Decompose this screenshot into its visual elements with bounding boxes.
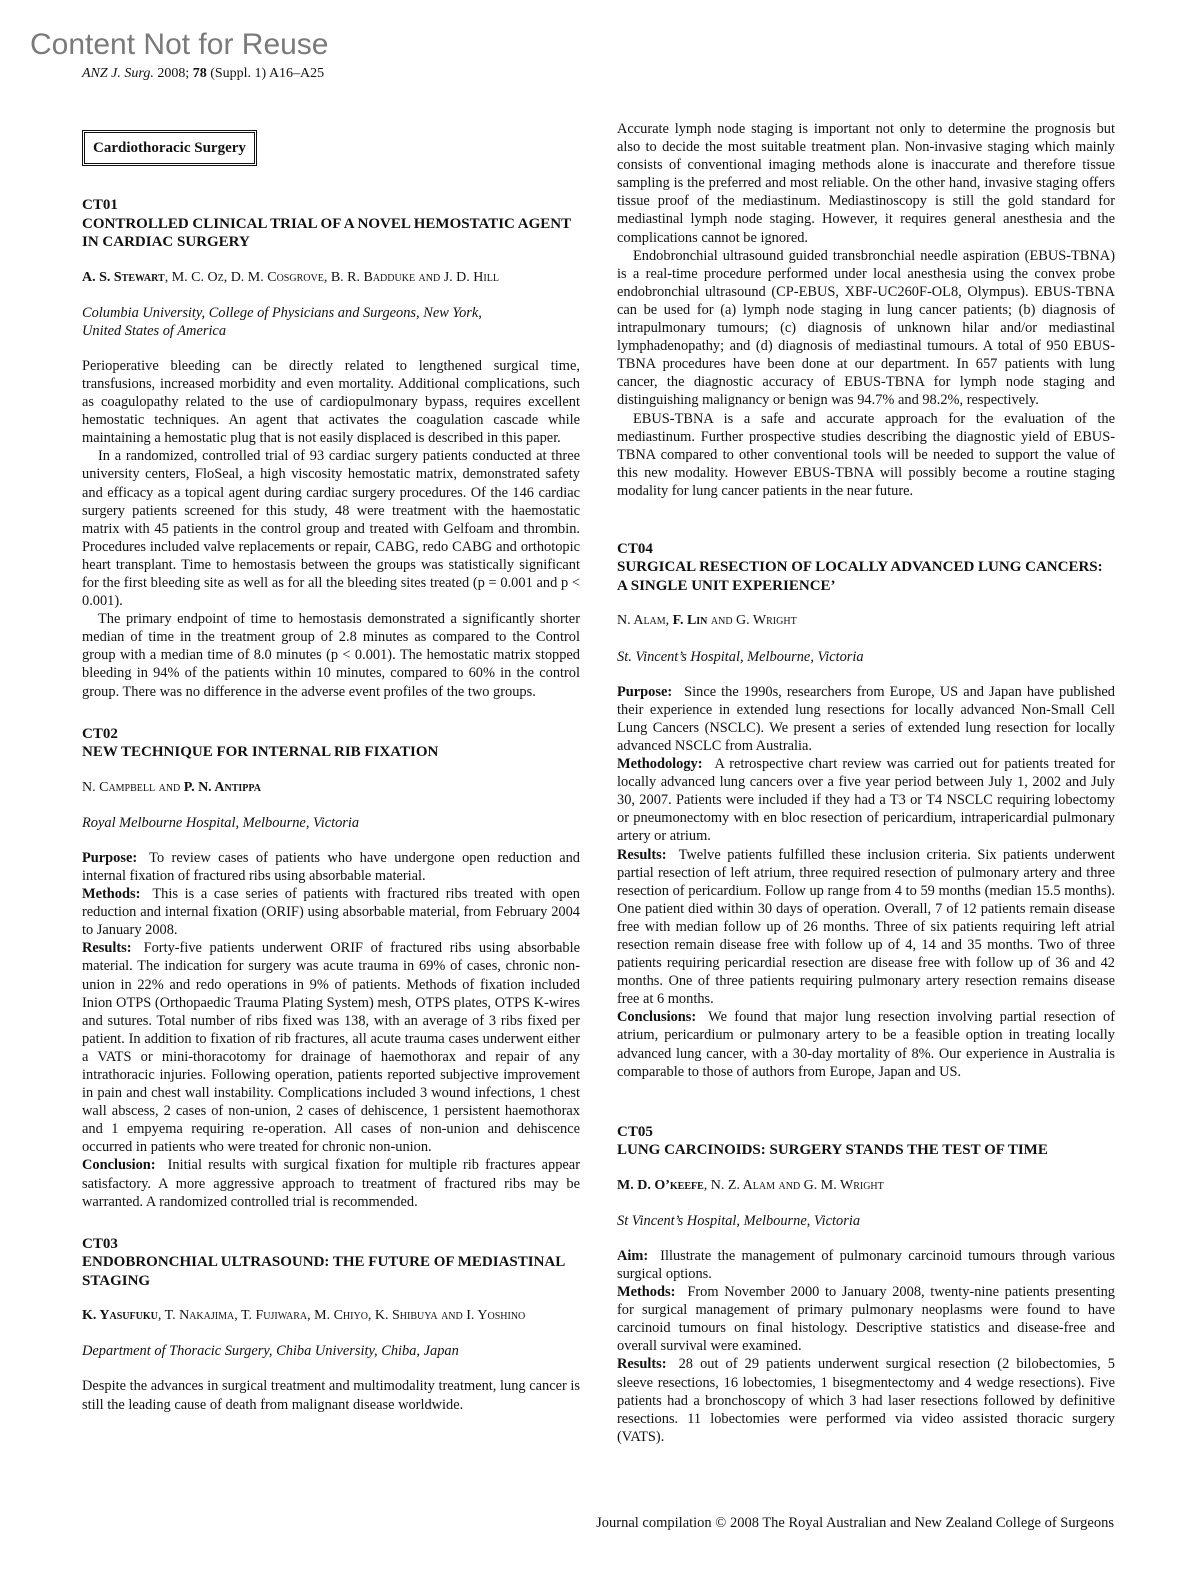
section-text: From November 2000 to January 2008, twenty-nine patients presenting for surgical management of primary pulmonary neoplasms were found to have carcinoid tumours on final histology. Descriptive statistics and disease-free and overall survival were examined. [617,1284,1115,1355]
right-column [617,120,1115,1446]
section-label: Aim: [617,1247,649,1264]
results-section [617,1355,1115,1445]
affiliation: Department of Thoracic Surgery, Chiba University, Chiba, Japan [82,1343,459,1360]
paragraph: The primary endpoint of time to hemostasis demonstrated a significantly shorter median of time in the treatment group of 2.8 minutes as compared to the Control group with a median time of 8.0 minutes (p < 0.001). The hemostatic matrix stopped bleeding in 94% of the patients within 10 minutes, compared to 60% in the control group. There was no difference in the adverse event profiles of the two groups. [82,611,580,700]
section-text: This is a case series of patients with fractured ribs treated with open reduction and internal fixation (ORIF) using absorbable material, from February 2004 to January 2008. [82,886,580,939]
abstract-ct02 [82,725,580,1211]
affiliation-line: United States of America [82,322,227,339]
abstract-ct05 [617,1123,1115,1446]
abstract-id: CT05 [617,1123,653,1140]
purpose-section [617,683,1115,755]
affiliation-line: Columbia University, College of Physicians and Surgeons, New York, [82,304,482,321]
coauthors: , N. Z. Alam and G. M. Wright [703,1177,884,1193]
section-label: Conclusion: [82,1157,156,1174]
section-text: Since the 1990s, researchers from Europe, US and Japan have published their experience in extended lung resections for locally advanced Non-Small Cell Lung Cancers (NSCLC). We present a series of extended lung resection for locally advanced NSCLC from Australia. [617,683,1115,754]
abstract-title: ENDOBRONCHIAL ULTRASOUND: THE FUTURE OF MEDIASTINAL STAGING [82,1254,565,1289]
author-list [617,612,1115,630]
abstract-id: CT03 [82,1235,118,1252]
presenting-author: K. Yasufuku [82,1308,158,1324]
abstract-body [82,357,580,701]
coauthors: , T. Nakajima, T. Fujiwara, M. Chiyo, K. Shibuya and I. Yoshino [157,1308,526,1324]
section-text: We found that major lung resection involving partial resection of atrium, pericardium or pulmonary artery to be a feasible option in treating locally advanced lung cancer, with a 30-day mortality of 8%. Our experience in Australia is comparable to those of authors from Europe, Japan and US. [617,1009,1115,1080]
citation-journal: ANZ J. Surg. [82,66,154,81]
abstract-id: CT01 [82,197,118,214]
abstract-title: NEW TECHNIQUE FOR INTERNAL RIB FIXATION [82,744,439,761]
watermark: Content Not for Reuse [30,28,329,61]
paragraph: Perioperative bleeding can be directly related to lengthened surgical time, transfusions, increased morbidity and even mortality. Additional complications, such as coagulopathy related to the use of cardiopulmonary bypass, requires excellent hemostatic techniques. An agent that activates the coagulation cascade while maintaining a hemostatic plug that is not easily displaced is described in this paper. [82,357,580,447]
paragraph: EBUS-TBNA is a safe and accurate approach for the evaluation of the mediastinum. Further prospective studies describing the diagnostic yield of EBUS-TBNA compared to other conventional tools will be needed to support the value of this new modality. However EBUS-TBNA will possibly become a routine staging modality for lung cancer patients in the near future. [617,410,1115,499]
citation-volume: 78 [192,66,207,81]
coauthors: , M. C. Oz, D. M. Cosgrove, B. R. Badduke and J. D. Hill [164,269,499,285]
section-text: Initial results with surgical fixation for multiple rib fractures appear satisfactory. A more aggressive approach to treatment of fractured ribs may be warranted. A randomized controlled trial is recommended. [82,1157,580,1210]
section-label: Results: [82,940,132,957]
conclusions-section [617,1008,1115,1080]
abstract-ct01 [82,196,580,701]
presenting-author: A. S. Stewart [82,269,165,285]
page-footer: Journal compilation © 2008 The Royal Australian and New Zealand College of Surgeons [596,1515,1114,1531]
affiliation: St. Vincent’s Hospital, Melbourne, Victoria [617,648,864,665]
abstract-body [617,1247,1115,1446]
presenting-author: M. D. O’keefe [617,1177,704,1193]
author-list [82,269,580,287]
purpose-section [82,849,580,885]
methods-section [82,885,580,939]
section-label: Results: [617,1356,667,1373]
abstract-ct03-continued [617,120,1115,500]
conclusion-section [82,1156,580,1210]
abstract-id: CT02 [82,725,118,742]
section-label: Purpose: [82,849,138,866]
section-label: Conclusions: [617,1009,697,1026]
citation-pages: (Suppl. 1) A16–A25 [210,66,325,81]
author-list [617,1177,1115,1195]
section-label: Methods: [617,1284,676,1301]
results-section [617,846,1115,1009]
methodology-section [617,755,1115,845]
section-label: Methodology: [617,756,703,773]
presenting-author: F. Lin [672,613,708,629]
paragraph: Accurate lymph node staging is important not only to determine the prognosis but also to decide the most suitable treatment plan. Non-invasive staging which mainly consists of conventional imaging methods alone is inaccurate and therefore tissue sampling is the preferred and most reliable. On the other hand, invasive staging offers tissue proof of the mediastinum. Mediastinoscopy is still the gold standard for mediastinal lymph node staging. However, it requires general anesthesia and the complications cannot be ignored. [617,121,1115,246]
author-list [82,1307,580,1325]
section-text: A retrospective chart review was carried out for patients treated for locally advanced lung cancers over a five year period between July 1, 2002 and July 30, 2007. Patients were included if they had a T3 or T4 NSCLC requiring lobectomy or pneumonectomy with en bloc resection of pericardium, intrapericardial pulmonary artery or atrium. [617,756,1115,845]
coauthors: and G. Wright [707,613,797,629]
abstract-ct03 [82,1235,580,1414]
section-label: Purpose: [617,683,673,700]
section-text: To review cases of patients who have undergone open reduction and internal fixation of fractured ribs using absorbable material. [82,849,580,884]
paragraph: In a randomized, controlled trial of 93 cardiac surgery patients conducted at three university centers, FloSeal, a high viscosity hemostatic matrix, demonstrated safety and efficacy as a topical agent during cardiac surgery procedures. Of the 146 cardiac surgery patients screened for this study, 48 were treatment with the haemostatic matrix with 45 patients in the control group and treated with Gelfoam and thrombin. Procedures included valve replacements or repair, CABG, redo CABG and orthotopic heart transplant. Time to hemostasis between the groups was statistically significant for the first bleeding site as well as for all the bleeding sites treated (p = 0.001 and p < 0.001). [82,448,580,610]
author-list [82,779,580,797]
affiliation: St Vincent’s Hospital, Melbourne, Victoria [617,1212,861,1229]
abstract-title: CONTROLLED CLINICAL TRIAL OF A NOVEL HEMOSTATIC AGENT IN CARDIAC SURGERY [82,215,571,251]
presenting-author: P. N. Antippa [183,779,261,795]
section-heading: Cardiothoracic Surgery [82,130,257,166]
abstract-body [82,849,580,1211]
journal-citation [82,66,324,83]
section-label: Results: [617,846,667,863]
affiliation: Royal Melbourne Hospital, Melbourne, Victoria [82,814,360,831]
section-text: Forty-five patients underwent ORIF of fractured ribs using absorbable material. The indication for surgery was acute trauma in 69% of cases, chronic non-union in 22% and redo operations in 9% of patients. Methods of fixation included Inion OTPS (Orthopaedic Trauma Plating System) mesh, OTPS plates, OTPS K-wires and sutures. Total number of ribs fixed was 138, with an average of 3 ribs fixed per patient. In addition to fixation of rib fractures, all acute trauma cases underwent either a VATS or mini-thoracotomy for drainage of haemothorax and repair of any intrathoracic injuries. Following operation, patients reported subjective improvement in pain and chest wall instability. Complications included 3 wound infections, 1 chest wall abscess, 2 cases of non-union, 2 cases of dehiscence, 1 persistent haemothorax and 1 empyema requiring re-operation. All cases of non-union and dehiscence occurred in patients who were treated for chronic non-union. [82,940,580,1156]
affiliation [82,304,580,340]
abstract-ct04 [617,540,1115,1081]
aim-section [617,1247,1115,1283]
paragraph: Despite the advances in surgical treatment and multimodality treatment, lung cancer is still the leading cause of death from malignant disease worldwide. [82,1378,580,1413]
abstract-body [617,683,1115,1081]
section-text: Twelve patients fulfilled these inclusion criteria. Six patients underwent partial resection of left atrium, three required resection of pulmonary artery and three resection of pericardium. Follow up range from 4 to 59 months (median 15.5 months). One patient died within 30 days of operation. Overall, 7 of 12 patients remain disease free with median follow up of 26 months. Three of six patients requiring left atrial resection remain disease free with follow up of 4, 14 and 35 months. Two of three patients requiring pericardial resection are disease free with follow up of 36 and 42 months. One of three patients requiring pulmonary artery resection remains disease free at 6 months. [617,846,1115,1008]
section-text: Illustrate the management of pulmonary carcinoid tumours through various surgical options. [617,1247,1115,1282]
coauthors: N. Alam, [617,613,673,629]
coauthors: N. Campbell and [82,779,184,795]
paragraph: Endobronchial ultrasound guided transbronchial needle aspiration (EBUS-TBNA) is a real-time procedure performed under local anesthesia using the convex probe endobronchial ultrasound (CP-EBUS, XBF-UC260F-OL8, Olympus). EBUS-TBNA can be used for (a) lymph node staging in lung cancer patients; (b) diagnosis of intrapulmonary tumours; (c) diagnosis of unknown hilar and/or mediastinal lymphadenopathy; and (d) diagnosis of mediastinal tumours. A total of 950 EBUS-TBNA procedures have been done at our department. In 657 patients with lung cancer, the diagnostic accuracy of EBUS-TBNA for lymph node staging and distinguishing malignancy or benign was 94.7% and 98.2%, respectively. [617,247,1115,409]
abstract-body [82,1377,580,1413]
left-column [82,120,580,1414]
results-section [82,939,580,1156]
abstract-title: LUNG CARCINOIDS: SURGERY STANDS THE TEST OF TIME [617,1142,1048,1159]
methods-section [617,1283,1115,1355]
abstract-id: CT04 [617,540,653,557]
abstract-title: SURGICAL RESECTION OF LOCALLY ADVANCED LUNG CANCERS: A SINGLE UNIT EXPERIENCE’ [617,559,1103,594]
citation-year: 2008; [157,66,190,81]
section-text: 28 out of 29 patients underwent surgical resection (2 bilobectomies, 5 sleeve resections, 16 lobectomies, 1 bisegmentectomy and 4 wedge resections). Five patients had a bronchoscopy of which 3 had laser resections followed by definitive resections. 11 lobectomies were performed via video assisted thoracic surgery (VATS). [617,1356,1115,1445]
section-label: Methods: [82,886,141,903]
